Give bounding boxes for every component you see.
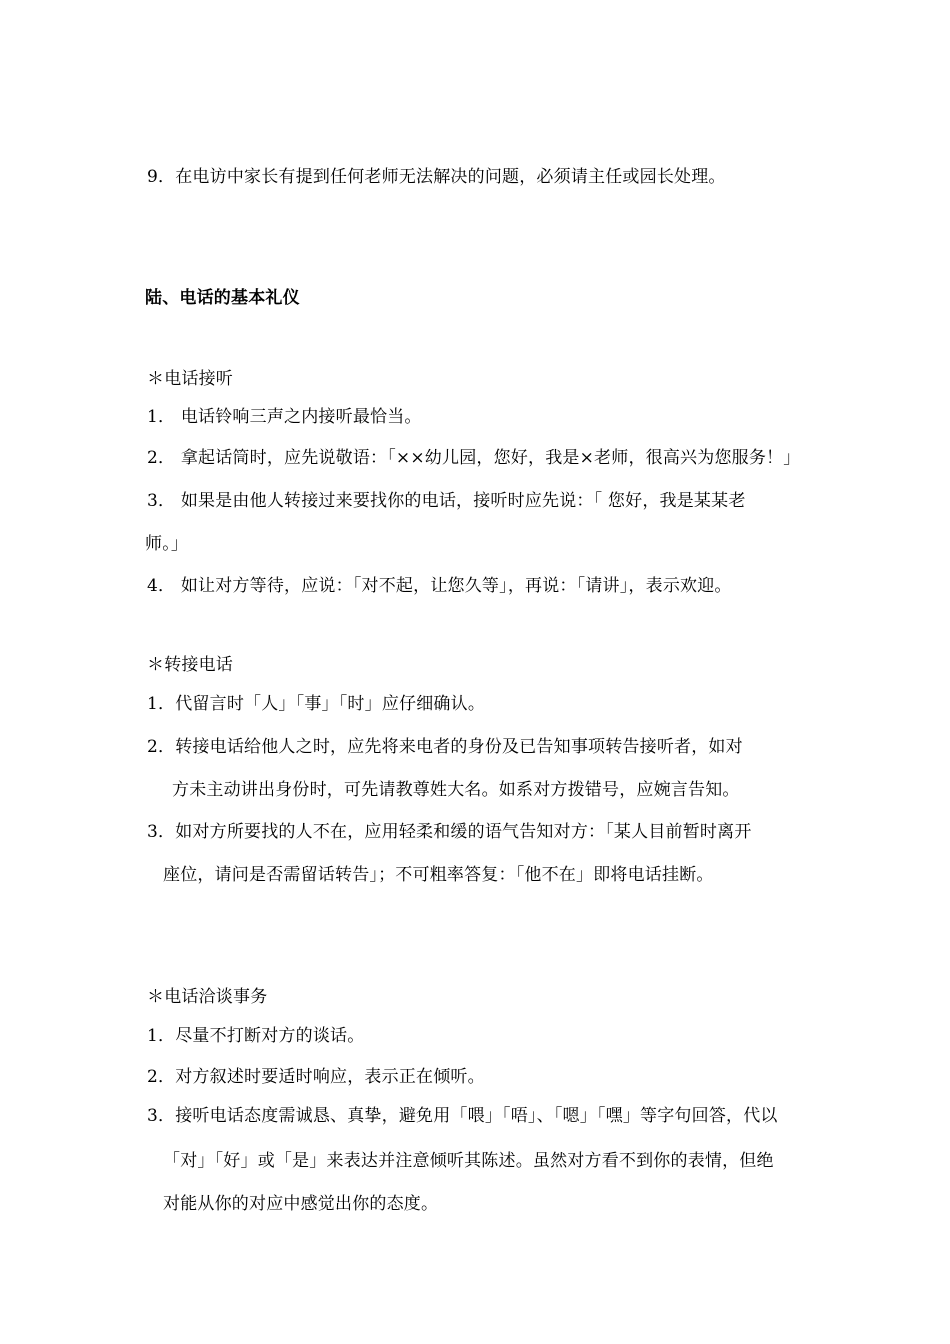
transfer-item-2: 2．转接电话给他人之时，应先将来电者的身份及已告知事项转告接听者，如对 bbox=[147, 737, 743, 757]
transfer-item-3: 3．如对方所要找的人不在，应用轻柔和缓的语气告知对方：「某人目前暂时离开 bbox=[147, 822, 752, 842]
discussion-item-2: 2．对方叙述时要适时响应，表示正在倾听。 bbox=[147, 1067, 485, 1087]
transfer-title: ＊转接电话 bbox=[147, 655, 233, 675]
transfer-item-3-cont: 座位，请问是否需留话转告」；不可粗率答复：「他不在」即将电话挂断。 bbox=[163, 865, 714, 885]
answering-item-2: 2． 拿起话筒时，应先说敬语：「××幼儿园，您好，我是×老师，很高兴为您服务！」 bbox=[147, 448, 801, 468]
item-9-text: 9．在电访中家长有提到任何老师无法解决的问题，必须请主任或园长处理。 bbox=[147, 167, 726, 187]
answering-item-3-cont: 师。」 bbox=[145, 534, 189, 554]
answering-item-4: 4． 如让对方等待，应说：「对不起，让您久等」，再说：「请讲」，表示欢迎。 bbox=[147, 576, 732, 596]
transfer-item-1: 1．代留言时「人」「事」「时」应仔细确认。 bbox=[147, 694, 486, 714]
discussion-title: ＊电话洽谈事务 bbox=[147, 987, 268, 1007]
transfer-item-2-cont: 方未主动讲出身份时，可先请教尊姓大名。如系对方拨错号，应婉言告知。 bbox=[172, 780, 740, 800]
discussion-item-3-cont-2: 对能从你的对应中感觉出你的态度。 bbox=[163, 1194, 439, 1214]
discussion-item-3: 3．接听电话态度需诚恳、真挚，避免用「喂」「唔」、「嗯」「嘿」等字句回答，代以 bbox=[147, 1106, 778, 1126]
answering-item-3: 3． 如果是由他人转接过来要找你的电话，接听时应先说：「 您好，我是某某老 bbox=[147, 491, 746, 511]
section-heading: 陆、电话的基本礼仪 bbox=[145, 288, 300, 308]
discussion-item-3-cont-1: 「对」「好」或「是」来表达并注意倾听其陈述。虽然对方看不到你的表情，但绝 bbox=[163, 1151, 774, 1171]
answering-item-1: 1． 电话铃响三声之内接听最恰当。 bbox=[147, 407, 422, 427]
discussion-item-1: 1．尽量不打断对方的谈话。 bbox=[147, 1026, 365, 1046]
answering-title: ＊电话接听 bbox=[147, 369, 233, 389]
